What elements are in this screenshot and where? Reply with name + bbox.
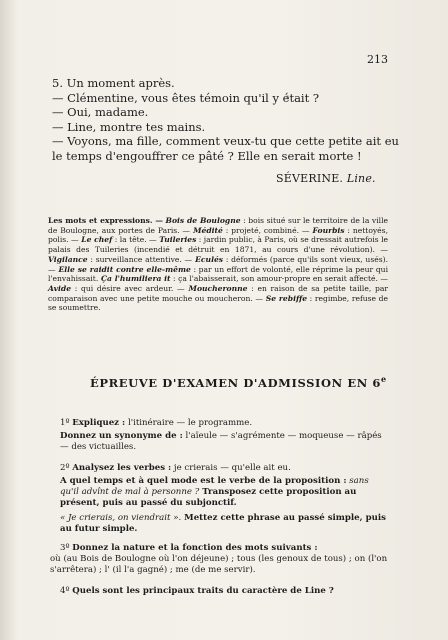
vocabulary-definition: : bois situé sur le territoire de la ville de Boulogne, aux portes de Paris. — <box>48 216 389 235</box>
question-prompt: Quels sont les principaux traits du caractère de Line ? <box>72 586 334 596</box>
vocabulary-definition: : nettoyés, polis. — <box>48 225 388 245</box>
question-prompt: Analysez les verbes : <box>72 463 172 473</box>
question-3 <box>50 543 390 576</box>
question-number: 1º <box>60 418 70 428</box>
vocabulary-term: Vigilance <box>48 254 88 264</box>
question-text: où (au Bois de Boulogne où l'on déjeune) ; tous (les genoux de tous) ; on (l'on s'arrêtera) ; l' (il l'a gagné) ; me (de me servir). <box>50 554 388 575</box>
question-1 <box>50 418 390 453</box>
vocabulary-definition: : déformés (parce qu'ils sont vieux, usés). — <box>48 254 388 274</box>
page-number: 213 <box>367 53 388 66</box>
vocabulary-term: Bois de Boulogne <box>165 216 241 225</box>
vocabulary-definition: : surveillance attentive. — <box>87 254 193 264</box>
vocabulary-term: Tuileries <box>156 235 197 245</box>
vocabulary-definition: : par un effort de volonté, elle réprime la peur qui l'envahissait. <box>48 264 388 284</box>
dialog-line: le temps d'engouffrer ce pâté ? Elle en serait morte ! <box>52 148 362 163</box>
vocabulary-term: Elle se raidit contre elle-même <box>55 264 191 274</box>
vocabulary-definition: : qui désire avec ardeur. — <box>71 283 185 293</box>
vocabulary-definition: : projeté, combiné. — <box>222 225 310 235</box>
question-prompt: Donnez la nature et la fonction des mots suivants : <box>72 543 318 553</box>
question-number: 4º <box>60 586 70 596</box>
work-title: Line. <box>346 172 376 185</box>
dialog-passage <box>52 76 399 163</box>
question-prompt: Transposez cette proposition au présent, puis au passé du subjonctif. <box>60 487 357 508</box>
vocabulary-term: Eculés <box>192 254 224 264</box>
question-quote: sans qu'il advînt de mal à personne ? <box>60 476 369 497</box>
vocabulary-definition: : en raison de sa petite taille, par comparaison avec une petite mouche ou moucheron. — <box>48 283 388 303</box>
dialog-line: — Oui, madame. <box>52 105 149 119</box>
vocabulary-term: Ça l'humiliera it <box>98 274 171 284</box>
question-prompt: Expliquez : <box>72 418 126 428</box>
author-signature <box>276 172 376 185</box>
question-text: l'aïeule — s'agrémente — moqueuse — râpés — des victuailles. <box>60 431 382 452</box>
question-text: je crierais — qu'elle ait eu. <box>171 463 291 473</box>
question-number: 2º <box>60 463 70 473</box>
question-prompt: A quel temps et à quel mode est le verbe de la proposition : <box>60 476 347 486</box>
vocabulary-term: Fourbis <box>309 225 345 235</box>
vocabulary-term: Avide <box>48 283 72 293</box>
question-4 <box>50 586 390 597</box>
question-quote: « Je crierais, on viendrait ». <box>60 513 182 523</box>
vocabulary-term: Se rebiffe <box>262 293 308 303</box>
exam-title <box>90 374 387 390</box>
dialog-line: — Voyons, ma fille, comment veux-tu que cette petite ait eu <box>52 134 399 148</box>
question-2 <box>50 463 390 535</box>
vocabulary-definition: : ça l'abaisserait, son amour-propre en serait affecté. — <box>170 274 388 284</box>
exam-title-text: ÉPREUVE D'EXAMEN D'ADMISSION EN 6e <box>90 374 387 390</box>
question-number: 3º <box>60 543 70 553</box>
vocabulary-heading: Les mots et expressions. — <box>48 216 163 225</box>
question-prompt: Mettez cette phrase au passé simple, puis au futur simple. <box>60 513 386 534</box>
vocabulary-term: Moucheronne <box>184 283 248 293</box>
ordinal-suffix: e <box>381 374 387 384</box>
dialog-line: 5. Un moment après. <box>52 76 175 90</box>
question-text: l'itinéraire — le programme. <box>125 418 253 428</box>
dialog-line: — Line, montre tes mains. <box>52 119 206 134</box>
vocabulary-definition: : jardin public, à Paris, où se dressait autrefois le palais des Tuileries (incendié et détruit en 1871, au cours d'une révolution). — <box>48 235 388 255</box>
vocabulary-term: Le chef <box>78 235 113 245</box>
vocabulary-notes <box>48 216 388 313</box>
dialog-line: — Clémentine, vous êtes témoin qu'il y était ? <box>52 90 320 105</box>
vocabulary-term: Médité <box>190 225 223 235</box>
vocabulary-definition: : regimbe, refuse de se soumettre. <box>48 293 388 313</box>
question-prompt: Donnez un synonyme de : <box>60 431 183 441</box>
author-name: SÉVERINE. <box>276 172 344 185</box>
vocabulary-definition: : la tête. — <box>112 235 157 245</box>
